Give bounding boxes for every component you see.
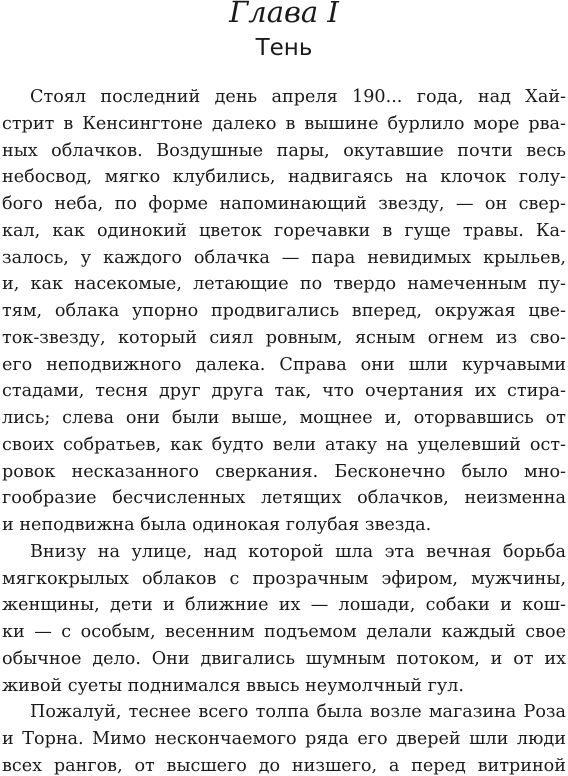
text-line: тям, облака упорно продвигались вперед, окружая цве-: [2, 301, 566, 321]
text-line: его неподвижного далека. Справа они шли курчавыми: [2, 354, 566, 375]
text-line: своих собратьев, как будто вели атаку на уцелевший ост-: [2, 434, 566, 455]
text-line: мягкокрылых облаков с прозрачным эфиром, мужчины,: [2, 568, 566, 589]
text-line: Пожалуй, теснее всего толпа была возле магазина Роза: [30, 702, 566, 723]
text-line: живой суеты поднимался ввысь неумолчный гул.: [2, 675, 464, 696]
text-line: бого неба, по форме напоминающий звезду, — он свер-: [2, 194, 566, 214]
text-line: кал, как одинокий цветок горечавки в гуще травы. Ка-: [2, 220, 566, 241]
text-line: небосвод, мягко клубились, надвигаясь на клочок голу-: [2, 167, 566, 188]
chapter-title: Глава I: [229, 0, 339, 29]
text-line: лись; слева они были выше, мощнее и, оторвавшись от: [2, 408, 566, 428]
text-line: всех рангов, от высшего до низшего, а перед витриной: [2, 755, 566, 776]
text-line: залось, у каждого облачка — пара невидимых крыльев,: [2, 247, 566, 268]
text-line: и Торна. Мимо нескончаемого ряда его дверей шли люди: [2, 729, 566, 749]
body-text: [2, 84, 566, 776]
chapter-subtitle: Тень: [255, 35, 313, 61]
text-line: ных облачков. Воздушные пары, окутавшие почти весь: [2, 140, 566, 161]
text-line: гообразие бесчисленных летящих облачков, неизменна: [2, 488, 566, 509]
text-line: Стоял последний день апреля 190... года, над Хай-: [30, 87, 566, 107]
text-line: Внизу на улице, над которой шла эта вечная борьба: [30, 541, 566, 562]
text-line: стрит в Кенсингтоне далеко в вышине бурлило море рва-: [2, 113, 566, 134]
text-line: ровок несказанного сверкания. Бесконечно было мно-: [2, 461, 566, 482]
text-line: стадами, тесня друг друга так, что очертания их стира-: [2, 381, 566, 402]
text-line: и, как насекомые, летающие по твердо намеченным пу-: [2, 274, 566, 295]
text-line: ток-звезду, который сиял ровным, ясным огнем из сво-: [2, 327, 566, 348]
text-line: и неподвижна была одинокая голубая звезда.: [2, 515, 432, 535]
text-line: ки — с особым, весенним подъемом делали каждый свое: [2, 622, 566, 642]
text-line: обычное дело. Они двигались шумным потоком, и от их: [2, 648, 566, 669]
text-line: женщины, дети и ближние их — лошади, собаки и кош-: [2, 595, 566, 616]
